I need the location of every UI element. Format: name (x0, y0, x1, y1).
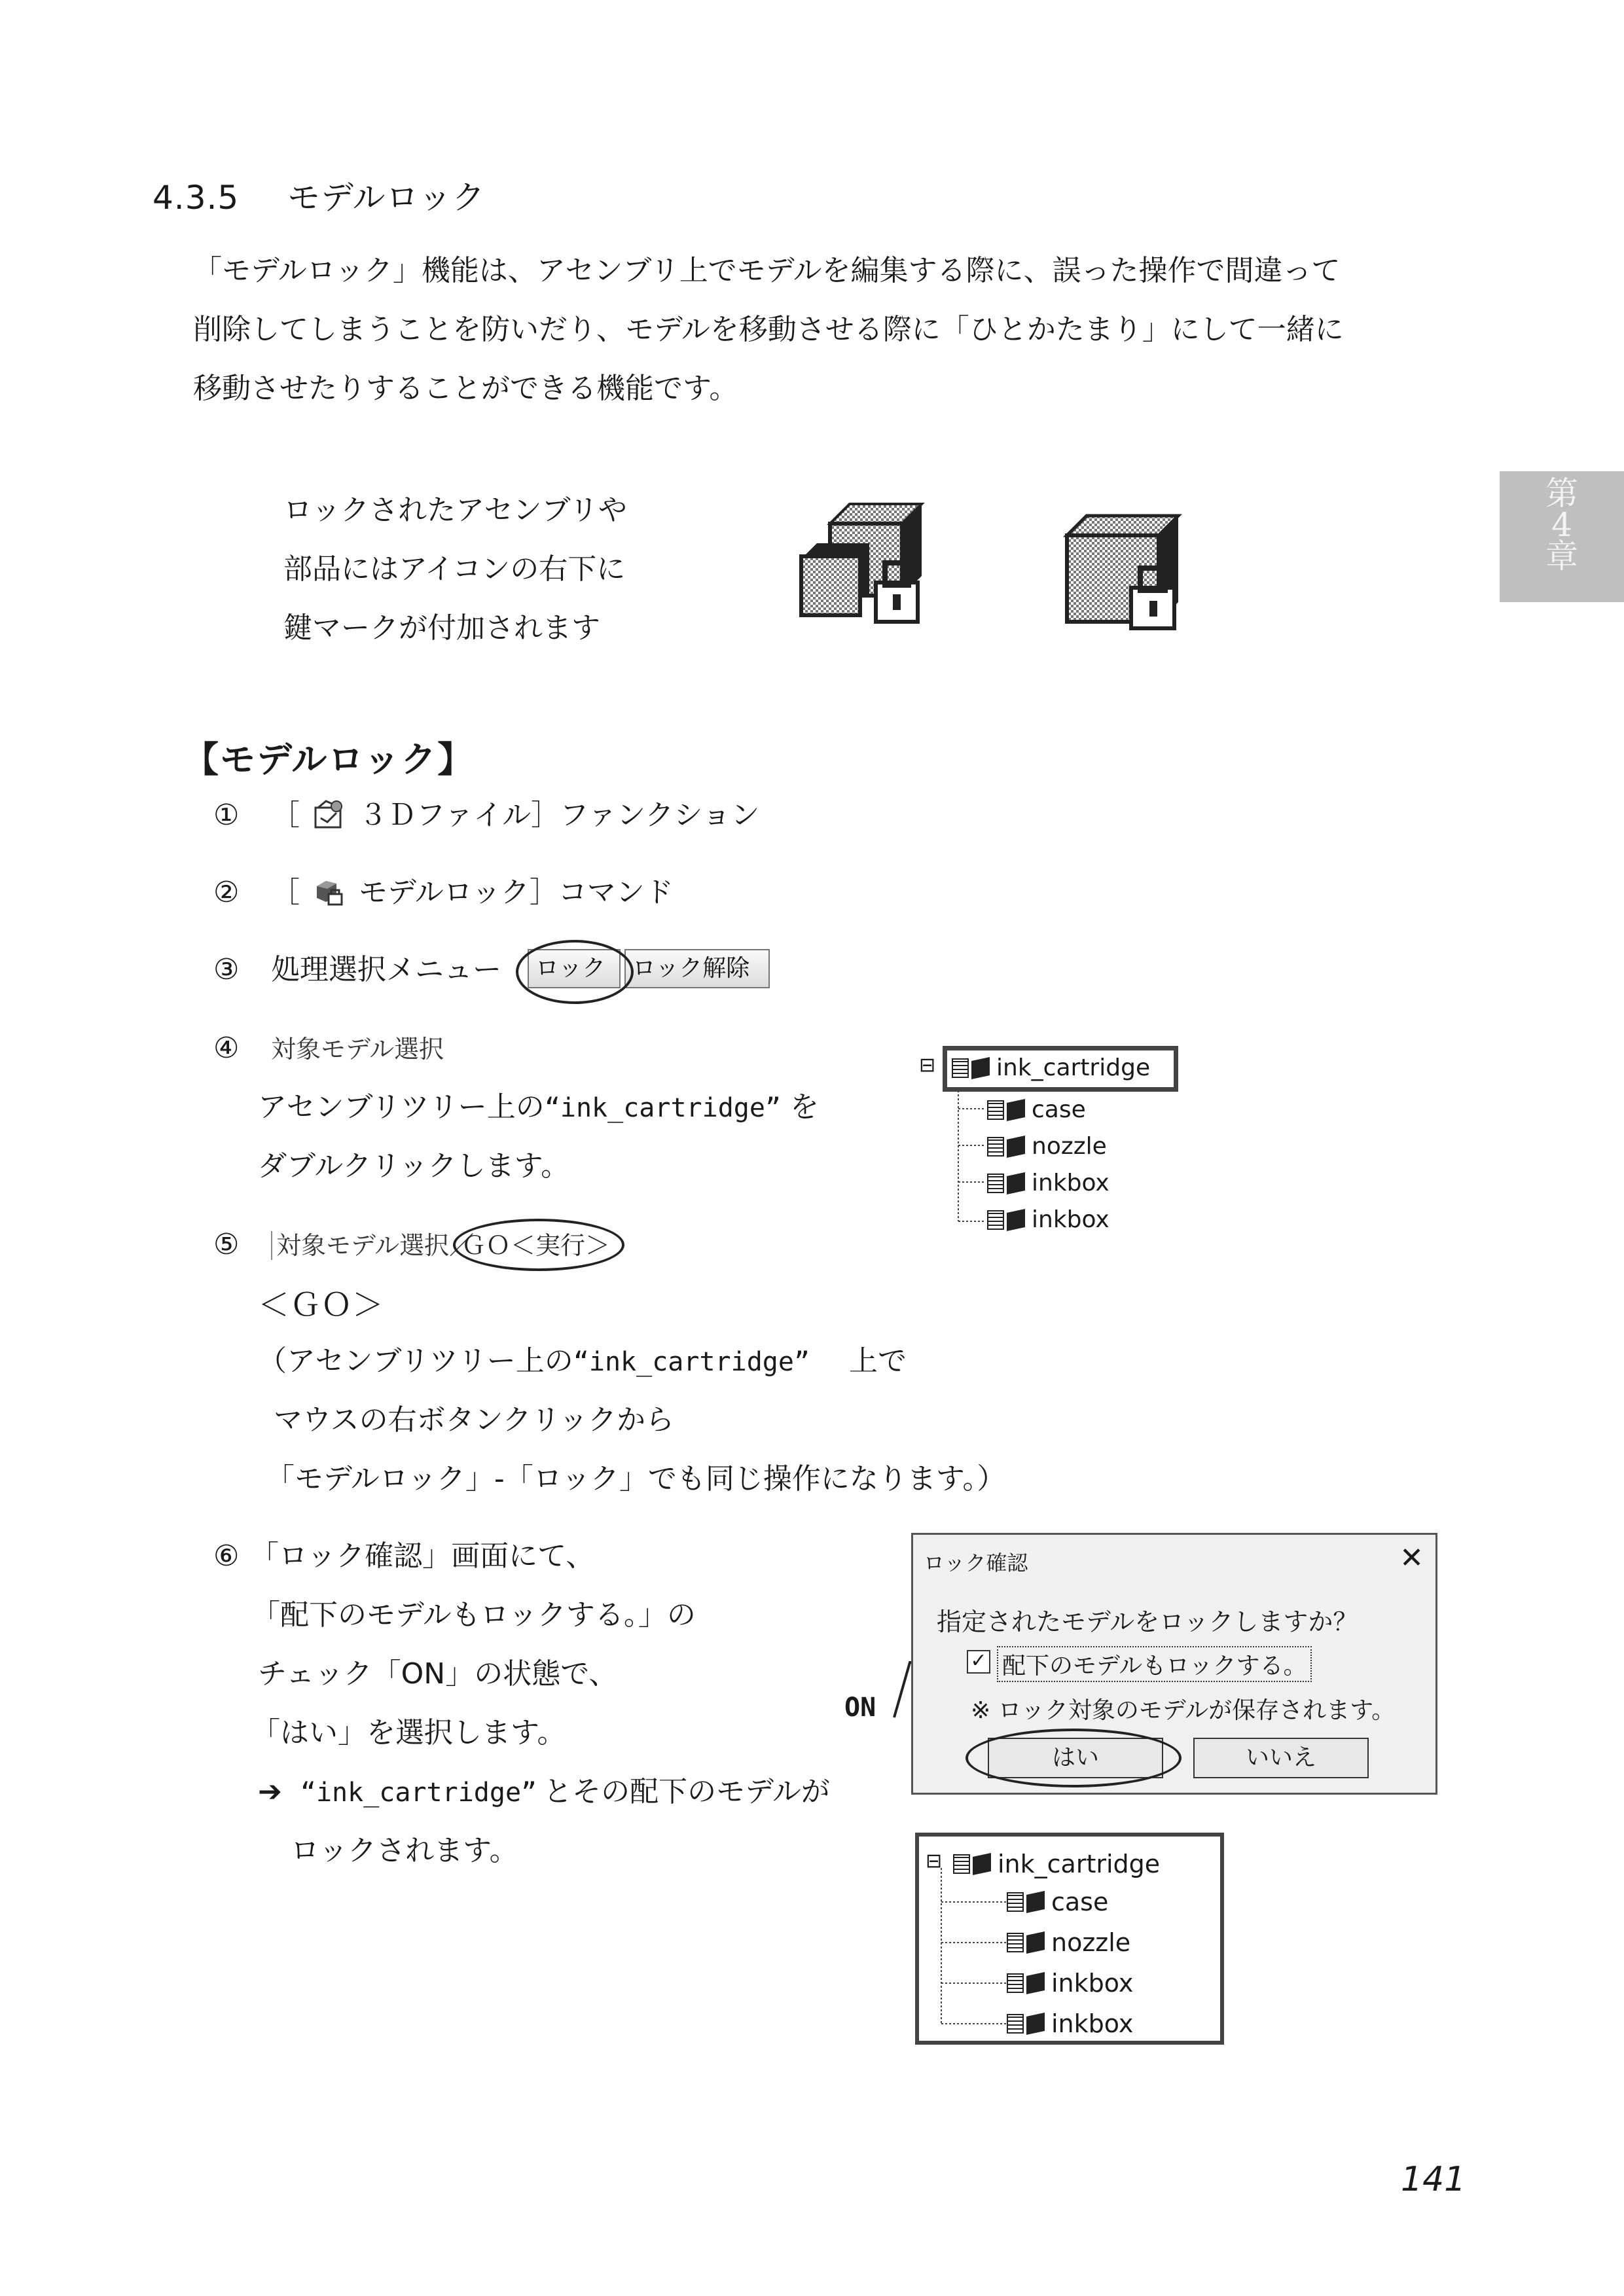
document-icon (987, 1174, 1004, 1193)
tree-row[interactable] (1007, 1929, 1130, 1956)
locked-part-icon (1060, 511, 1191, 635)
document-icon (953, 1854, 970, 1874)
document-icon (1007, 1892, 1024, 1912)
assembly-tree-after (915, 1833, 1224, 2045)
document-icon (1007, 1973, 1024, 1993)
tree-row[interactable] (987, 1207, 1110, 1233)
tree-item-label: nozzle (1051, 1928, 1131, 1957)
document-icon (952, 1058, 969, 1078)
locked-part-icon (1026, 1972, 1045, 1994)
step-5-text-b: 上で (849, 1344, 907, 1378)
3d-file-function-icon[interactable] (313, 800, 346, 830)
section-number: 4.3.5 (153, 179, 240, 217)
step-5-label: 対象モデル選択／ (271, 1231, 474, 1260)
go-execute-button[interactable]: ＧＯ＜実行＞ (461, 1231, 611, 1260)
yes-button-highlight (965, 1729, 1182, 1787)
step-4-text-a: アセンブリツリー上の (258, 1090, 545, 1124)
locked-part-icon (1026, 1931, 1045, 1954)
chapter-tab-char-1: 第 (1545, 475, 1578, 512)
dialog-question: 指定されたモデルをロックしますか？ (937, 1607, 1358, 1636)
lock-note-line-2: 部品にはアイコンの右下に (283, 552, 626, 586)
tree-row[interactable] (987, 1097, 1086, 1123)
on-label: ON (844, 1693, 876, 1723)
step-1-number: ① (213, 798, 240, 832)
step-2-number: ② (213, 876, 240, 909)
step-4-code: “ink_cartridge” (544, 1093, 782, 1123)
tree-root-label: ink_cartridge (998, 1850, 1161, 1878)
tree-row[interactable] (987, 1170, 1110, 1196)
subheading: 【モデルロック】 (183, 739, 475, 780)
step-3-number: ③ (213, 953, 240, 986)
chapter-tab (1500, 471, 1624, 602)
step-4 (213, 1031, 444, 1065)
close-icon[interactable]: ✕ (1399, 1541, 1424, 1575)
step-1 (213, 800, 759, 830)
step-5-text-a: （アセンブリツリー上の (258, 1344, 573, 1378)
step-4-label: 対象モデル選択 (271, 1035, 444, 1064)
step-6-line-5 (258, 1775, 830, 1808)
lock-button-highlight (516, 940, 634, 1004)
model-lock-command-icon[interactable] (313, 877, 346, 907)
page-number: 141 (1401, 2160, 1466, 2199)
chapter-tab-char-2: 4 (1551, 506, 1572, 544)
document-icon (1007, 1933, 1024, 1952)
intro-line-2: 削除してしまうことを防いだり、モデルを移動させる際に「ひとかたまり」にして一緒に (193, 313, 1344, 346)
step-1-bracket: ［ (271, 798, 300, 832)
part-icon (1007, 1209, 1025, 1231)
tree-item-label: case (1051, 1888, 1109, 1916)
yes-button[interactable]: はい (988, 1738, 1163, 1778)
step-6-text-b: とその配下のモデルが (543, 1775, 830, 1808)
unlock-menu-button[interactable]: ロック解除 (624, 949, 770, 988)
step-5 (213, 1230, 474, 1260)
part-icon (1007, 1099, 1025, 1121)
include-children-checkbox[interactable]: ✓ (967, 1650, 990, 1674)
lock-confirm-dialog (911, 1533, 1437, 1795)
step-6-line-6: ロックされます。 (291, 1834, 518, 1867)
tree-row-root[interactable] (953, 1851, 1160, 1877)
dialog-notice: ※ ロック対象のモデルが保存されます。 (971, 1697, 1396, 1724)
step-5-line-1 (258, 1344, 907, 1378)
intro-line-1: 「モデルロック」機能は、アセンブリ上でモデルを編集する際に、誤った操作で間違って (193, 254, 1341, 287)
step-2-bracket: ［ (271, 876, 300, 909)
no-button[interactable]: いいえ (1193, 1738, 1369, 1778)
tree-item-label: case (1032, 1096, 1086, 1123)
lock-note-line-1: ロックされたアセンブリや (283, 493, 627, 527)
step-5-number: ⑤ (213, 1228, 240, 1261)
section-title (153, 171, 486, 219)
tree-row-root[interactable] (952, 1055, 1150, 1081)
step-2 (213, 877, 674, 907)
tree-row[interactable] (1007, 2011, 1133, 2037)
chapter-tab-char-3: 章 (1545, 537, 1578, 575)
step-6-line-4: 「はい」を選択します。 (251, 1716, 566, 1749)
locked-assembly-icon (797, 497, 928, 628)
tree-item-label: nozzle (1032, 1133, 1107, 1160)
step-5-line-3: 「モデルロック」-「ロック」でも同じ操作になります。） (266, 1462, 1006, 1496)
step-4-line-2: ダブルクリックします。 (258, 1149, 570, 1183)
tree-item-label: inkbox (1032, 1170, 1110, 1196)
tree-row[interactable] (1007, 1970, 1133, 1996)
dialog-title: ロック確認 (924, 1551, 1028, 1575)
document-icon (987, 1137, 1004, 1157)
part-icon (1007, 1136, 1025, 1158)
step-2-label: モデルロック］コマンド (359, 876, 674, 909)
step-5-code: “ink_cartridge” (573, 1347, 810, 1377)
go-button-highlight (453, 1219, 624, 1271)
step-4-line-1 (258, 1090, 820, 1124)
intro-line-3: 移動させたりすることができる機能です。 (193, 372, 738, 405)
tree-root-label: ink_cartridge (996, 1054, 1151, 1081)
step-6-number: ⑥ (213, 1539, 240, 1573)
locked-assembly-icon (973, 1853, 991, 1875)
part-icon (1007, 1172, 1025, 1194)
locked-part-icon (1026, 1891, 1045, 1913)
step-1-label: ３Ｄファイル］ファンクション (359, 798, 760, 832)
tree-expander-icon[interactable]: ⊟ (919, 1054, 936, 1077)
section-title-text: モデルロック (287, 179, 486, 217)
tree-row[interactable] (987, 1134, 1107, 1160)
step-5-go: ＜ＧＯ＞ (258, 1287, 384, 1323)
include-children-label[interactable]: 配下のモデルもロックする。 (997, 1646, 1312, 1682)
tree-row[interactable] (1007, 1889, 1108, 1915)
document-icon (987, 1100, 1004, 1120)
tree-item-label: inkbox (1051, 1969, 1134, 1998)
step-6-line-3: チェック「ON」の状態で、 (258, 1657, 618, 1691)
step-6-line-1: 「ロック確認」画面にて、 (250, 1539, 595, 1573)
result-arrow-icon: ➔ (258, 1775, 282, 1808)
step-4-number: ④ (213, 1031, 240, 1065)
step-5-line-2: マウスの右ボタンクリックから (274, 1403, 675, 1437)
lock-note-line-3: 鍵マークが付加されます (283, 611, 600, 645)
step-6-line-2: 「配下のモデルもロックする。」の (251, 1598, 696, 1632)
step-4-text-b: を (790, 1090, 820, 1124)
lock-menu-button[interactable]: ロック (528, 949, 621, 988)
document-icon (1007, 2014, 1024, 2034)
document-icon (987, 1210, 1004, 1230)
assembly-icon (971, 1057, 990, 1079)
locked-part-icon (1026, 2013, 1045, 2035)
step-6-code: “ink_cartridge” (300, 1778, 537, 1808)
tree-item-label: inkbox (1051, 2009, 1134, 2038)
step-6 (213, 1539, 595, 1573)
step-3-label: 処理選択メニュー (271, 953, 501, 986)
tree-item-label: inkbox (1032, 1206, 1110, 1233)
tree-expander-icon[interactable]: ⊟ (926, 1850, 943, 1873)
step-3 (213, 953, 501, 986)
assembly-tree-before (919, 1046, 1194, 1242)
